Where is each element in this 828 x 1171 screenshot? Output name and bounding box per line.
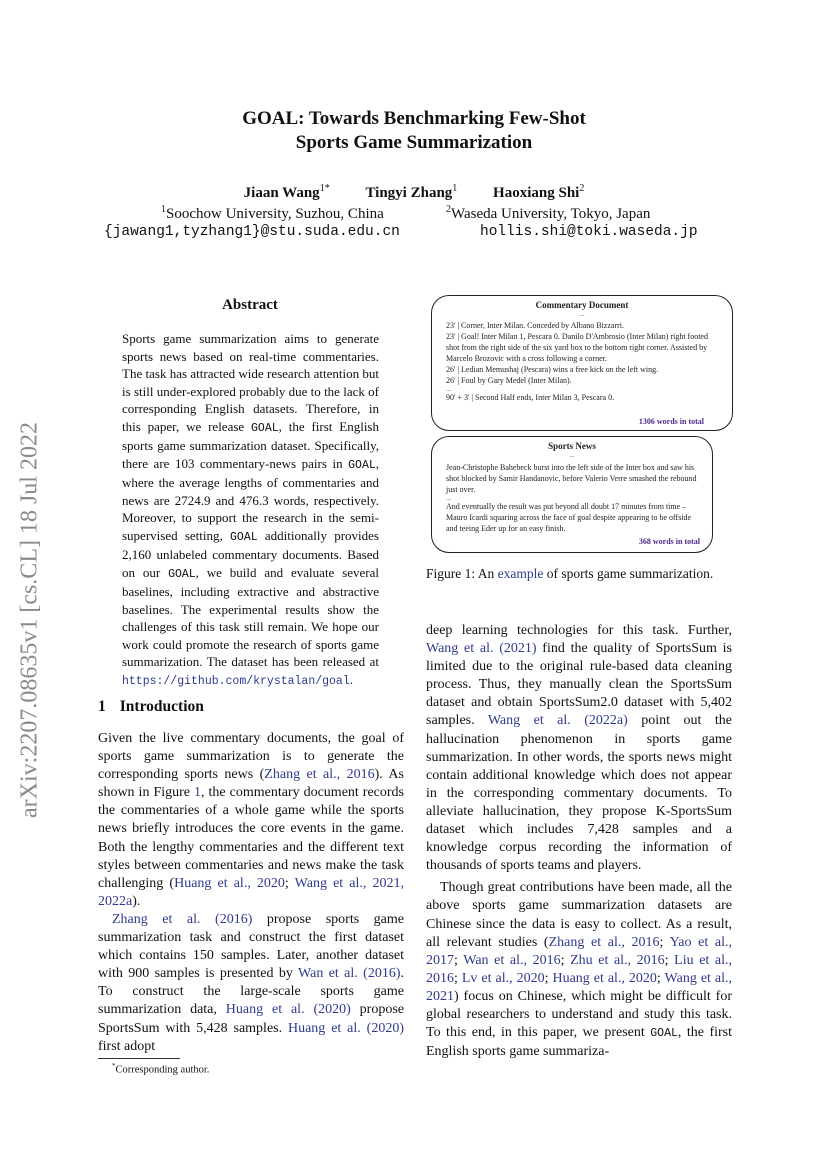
affiliation-2: $^2$Waseda University, Tokyo, Japan [446,204,651,222]
news-title: Sports News [548,441,596,451]
arxiv-stamp [10,370,50,870]
abstract-heading: Abstract [222,297,278,313]
goal-name: GOAL [230,530,258,544]
footnote-rule [98,1058,180,1059]
citation-link[interactable]: Wang et al. (2022a) [487,713,628,729]
intro-paragraph-1: Given the live commentary documents, the goal of sports game summarization is to generate the corresponding sports news (Zhang et al., 2016). As shown in Figure 1, the commentary document records the commentaries of a whole game while the sports news briefly introduces the core events in the game. Both the lengthy commentaries and the different text styles between commentaries and news make the task challenging (Huang et al., 2020; Wang et al., 2021, 2022a). [98,731,405,909]
intro-paragraph-3: Though great contributions have been made, all the above sports game summarization datasets are Chinese since the data is easy to collect. As a result, all relevant studies (Zhang et al., 2016; Yao et al., 2017; Wan et al., 2016; Zhu et al., 2016; Liu et al., 2016; Lv et al., 2020; Huang et al., 2020; Wang et al., 2021) focus on Chinese, which might be difficult for global researchers to understand and study this task. To this end, in this paper, we present GOAL, the first English sports game summariza- [426,880,733,1060]
title-line-2: Sports Game Summarization [295,132,533,153]
email-1[interactable]: {jawang1,tyzhang1}@stu.suda.edu.cn [104,224,400,240]
footnote: *Corresponding author. [112,1062,210,1076]
commentary-word-count: 1306 words in total [638,417,704,426]
arxiv-id: arXiv:2207.08635v1 [cs.CL] 18 Jul 2022 [16,422,43,818]
commentary-line: 26' | Ledian Memushaj (Pescara) wins a free kick on the left wing. [446,365,659,374]
citation-link[interactable]: Wang et al. (2021) [426,641,537,657]
goal-name: GOAL [650,1027,678,1041]
citation-link[interactable]: Zhang et al., 2016 [548,934,660,950]
commentary-line: 23' | Corner, Inter Milan. Conceded by Albano Bizzarri. [446,321,625,330]
ellipsis: ... [569,451,575,459]
figure-ref-link[interactable]: 1 [194,785,202,801]
goal-name: GOAL [348,458,376,472]
citation-link[interactable]: Wan et al., 2016 [463,952,561,968]
title-line-1: GOAL: Towards Benchmarking Few-Shot [242,108,586,129]
citation-link[interactable]: Yao et al., 2017 [426,934,732,968]
citation-link[interactable]: Huang et al. (2020) [225,1002,351,1018]
news-paragraph: Jean-Christophe Bahebeck burst into the left side of the Inter box and saw his shot blocked by Samir Handanovic, before Valerio Verre smashed the rebound just over. [446,463,697,494]
ellipsis: ... [446,385,452,393]
citation-link[interactable]: Huang et al., 2020 [552,970,657,986]
ellipsis: ... [579,310,585,318]
citation-link[interactable]: Zhang et al., 2016 [264,767,375,783]
goal-name: GOAL [251,421,279,435]
citation-link[interactable]: Huang et al., 2020 [174,875,285,891]
intro-paragraph-2: Zhang et al. (2016) propose sports game summarization task and construct the first dataset which contains 150 samples. Later, another dataset with 900 samples is presented by Wan et al. (2016). To construct the large-scale sports game summarization data, Huang et al. (2020) propose SportsSum with 5,428 samples. Huang et al. (2020) first adopt [98,911,405,1054]
intro-right-column [426,622,732,1061]
dataset-url-link[interactable]: https://github.com/krystalan/goal [122,674,350,688]
citation-link[interactable]: Wang et al., 2021, 2022a [98,875,404,909]
citation-link[interactable]: Huang et al. (2020) [287,1020,404,1036]
citation-link[interactable]: Lv et al., 2020 [461,970,545,986]
author: Jiaan Wang$^{1*}$ [243,183,330,201]
paper-title [0,107,828,155]
news-paragraph: And eventually the result was put beyond all doubt 17 minutes from time – Mauro Icardi squaring across the face of goal despite appearing to be offside and teeing Eder up for an easy finish. [446,502,692,533]
commentary-document-box [431,295,733,431]
commentary-line: 23' | Goal! Inter Milan 1, Pescara 0. Danilo D'Ambrosio (Inter Milan) right footed shot from the right side of the six yard box to the bottom right corner. Assisted by Marcelo Brozovic with a cross following a corner. [446,332,708,363]
intro-paragraph-2-cont: deep learning technologies for this task. Further, Wang et al. (2021) find the quality of SportsSum is limited due to the original rule-based data cleaning process. Thus, they manually clean the SportsSum dataset and obtain SportsSum2.0 dataset with 5,402 samples. Wang et al. (2022a) point out the hallucination phenomenon in sports game summarization. In other words, the sports news might contain additional knowledge which does not appear in the corresponding commentary documents. To alleviate hallucination, they propose K-SportsSum dataset which includes 7,428 samples and a knowledge corpus recording the information of thousands of sports teams and players. [426,623,733,874]
ellipsis: ... [446,494,452,502]
affiliation-1: $^1$Soochow University, Suzhou, China [161,204,384,222]
section-heading: 1 Introduction [98,698,204,715]
author-list [0,183,828,202]
citation-link[interactable]: Wang et al., 2021 [426,970,733,1004]
abstract-body: Sports game summarization aims to generate sports news based on real-time commentaries. The task has attracted wide research attention but is still under-explored probably due to the lack of corresponding English datasets. Therefore, in this paper, we release GOAL, the first English sports game summarization dataset. Specifically, there are 103 commentary-news pairs in GOAL, where the average lengths of commentaries and news are 2724.9 and 476.3 words, respectively. Moreover, to support the research in the semi-supervised setting, GOAL additionally provides 2,160 unlabeled commentary documents. Based on our GOAL, we build and evaluate several baselines, including extractive and abstractive baselines. The experimental results show the challenges of this task still remain. We hope our work could promote the research of sports game summarization. The dataset has been released at https://github.com/krystalan/goal. [122,331,379,688]
commentary-line: 26' | Foul by Gary Medel (Inter Milan). [446,376,572,385]
intro-left-column [98,730,404,1056]
goal-name: GOAL [168,567,196,581]
author: Tingyi Zhang$^1$ [365,183,458,201]
commentary-line: 90' + 3' | Second Half ends, Inter Milan 3, Pescara 0. [446,393,615,402]
citation-link[interactable]: Liu et al., 2016 [426,952,733,986]
email-2[interactable]: hollis.shi@toki.waseda.jp [480,224,698,240]
commentary-title: Commentary Document [535,300,629,310]
example-link[interactable]: example [497,566,544,581]
citation-link[interactable]: Wan et al. (2016) [298,966,401,982]
sports-news-box [431,436,713,553]
citation-link[interactable]: Zhu et al., 2016 [570,952,665,968]
author: Haoxiang Shi$^2$ [493,183,585,201]
news-word-count: 368 words in total [638,537,700,546]
figure-caption: Figure 1: An example of sports game summarization. [426,566,714,581]
citation-link[interactable]: Zhang et al. (2016) [112,911,253,927]
